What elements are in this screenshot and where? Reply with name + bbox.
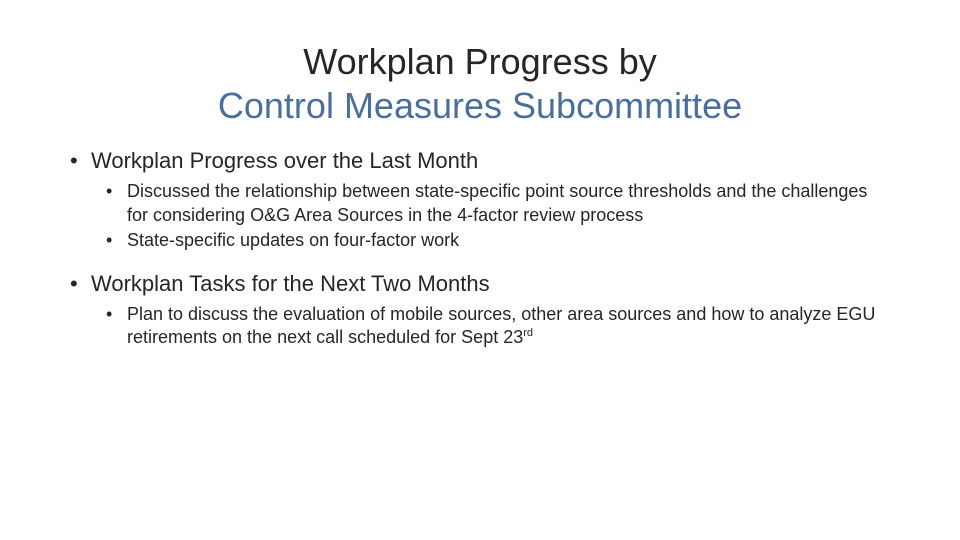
list-item-text: Discussed the relationship between state-specific point source thresholds and the challenges for considering O&G Area Sources in the 4-factor review process [127,181,868,225]
section-next-two-months [70,269,890,350]
slide-body [70,146,890,352]
bullet-icon: • [70,148,78,173]
section-heading [70,146,890,176]
bullet-icon: • [70,270,78,296]
list-item [106,303,890,350]
slide-title [0,40,960,128]
bullet-icon: • [106,303,113,324]
ordinal-superscript: rd [523,327,534,339]
bullet-list [70,303,890,350]
bullet-icon: • [106,181,113,201]
bullet-icon: • [106,230,113,250]
section-heading-text: Workplan Progress over the Last Month [91,148,479,173]
list-item [106,180,890,227]
section-heading [70,269,890,299]
section-heading-text: Workplan Tasks for the Next Two Months [91,270,490,296]
list-item-text: Plan to discuss the evaluation of mobile sources, other area sources and how to analyze EGU retirements on the next call scheduled for Sept 23 [127,303,876,347]
bullet-list [70,180,890,253]
title-line-1: Workplan Progress by [303,41,657,82]
title-line-2: Control Measures Subcommittee [217,85,743,126]
section-last-month [70,146,890,253]
list-item [106,229,890,253]
list-item-text: State-specific updates on four-factor work [127,230,460,250]
